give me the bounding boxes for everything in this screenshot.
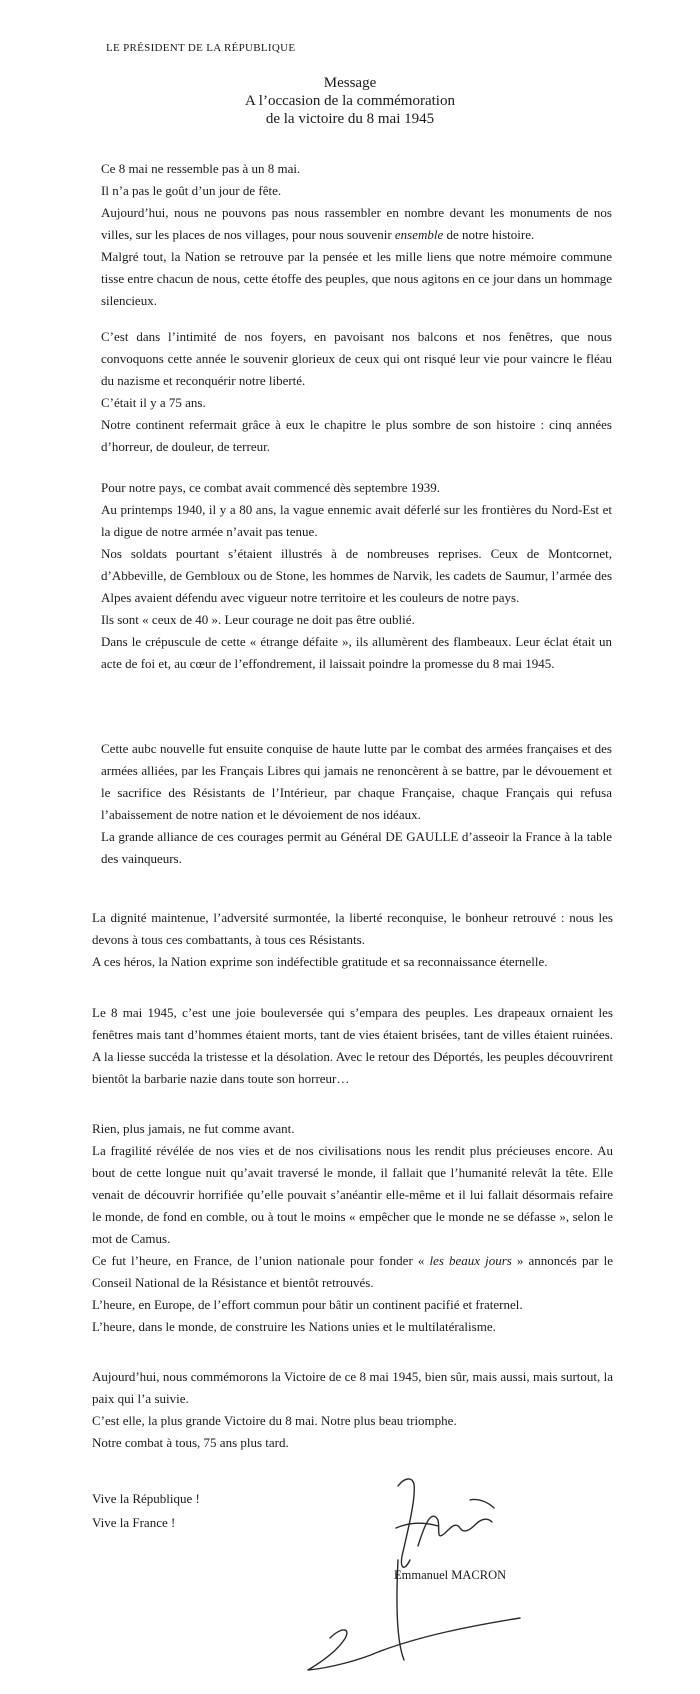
sentence: Ils sont « ceux de 40 ». Leur courage ne doit pas être oublié. <box>101 612 415 627</box>
sentence: Pour notre pays, ce combat avait commencé dès septembre 1939. <box>101 480 440 495</box>
sentence: Ce fut l’heure, en France, de l’union nationale pour fonder « les beaux jours » annoncés par le Conseil National de la Résistance et bientôt retrouvés. <box>92 1253 614 1290</box>
title-line-3: de la victoire du 8 mai 1945 <box>265 111 435 127</box>
paragraph-4 <box>101 738 612 870</box>
sentence: L’heure, dans le monde, de construire les Nations unies et le multilatéralisme. <box>92 1319 496 1334</box>
sentence: Ce 8 mai ne ressemble pas à un 8 mai. <box>101 161 301 176</box>
sentence: Il n’a pas le goût d’un jour de fête. <box>101 183 282 198</box>
sentence: C’est dans l’intimité de nos foyers, en pavoisant nos balcons et nos fenêtres, que nous convoquons cette année le souvenir glorieux de ceux qui ont risqué leur vie pour vaincre le fléau du nazisme et reconquérir notre liberté. <box>101 329 612 388</box>
sentence: La fragilité révélée de nos vies et de nos civilisations nous les rendit plus précieuses encore. Au bout de cette longue nuit qu’avait traversé le monde, il fallait que l’humanité relevât la tête. Elle venait de découvrir horrifiée qu’elle pouvait s’anéantir elle-même et il lui fallait désormais refaire le monde, de fond en comble, ou à tout le moins « empêcher que le monde ne se défasse », selon le mot de Camus. <box>92 1143 613 1246</box>
letterhead: LE PRÉSIDENT DE LA RÉPUBLIQUE <box>106 42 296 54</box>
paragraph-1 <box>101 158 612 312</box>
sentence: Cette aubc nouvelle fut ensuite conquise de haute lutte par le combat des armées françaises et des armées alliées, par les Français Libres qui jamais ne renoncèrent à se battre, par le dévouement et le sacrifice des Résistants de l’Intérieur, par chaque Française, chaque Français qui refusa l’abaissement de notre nation et le dévoiement de nos idéaux. <box>101 741 612 822</box>
sentence: C’était il y a 75 ans. <box>101 395 206 410</box>
paragraph-2 <box>101 326 612 458</box>
closing-line-1: Vive la République ! <box>92 1491 200 1506</box>
sentence: Aujourd’hui, nous ne pouvons pas nous rassembler en nombre devant les monuments de nos villes, sur les places de nos villages, pour nous souvenir ensemble de notre histoire. <box>101 205 612 242</box>
sentence: Dans le crépuscule de cette « étrange défaite », ils allumèrent des flambeaux. Leur éclat était un acte de foi et, au cœur de l’effondrement, il laissait poindre la promesse du 8 mai 1945. <box>101 634 612 671</box>
paragraph-7 <box>92 1118 613 1338</box>
paragraph-5 <box>92 907 613 973</box>
signatory-name: Emmanuel MACRON <box>394 1568 507 1582</box>
closing <box>92 1487 200 1535</box>
sentence: Malgré tout, la Nation se retrouve par la pensée et les mille liens que notre mémoire commune tisse entre chacun de nous, cette étoffe des peuples, que nous agitons en ce jour dans un hommage silencieux. <box>101 249 612 308</box>
title-line-1: Message <box>323 75 377 91</box>
closing-line-2: Vive la France ! <box>92 1515 176 1530</box>
sentence: Rien, plus jamais, ne fut comme avant. <box>92 1121 295 1136</box>
paragraph-6 <box>92 1002 613 1090</box>
emphasis: les beaux jours <box>429 1253 512 1268</box>
sentence: Au printemps 1940, il y a 80 ans, la vague ennemic avait déferlé sur les frontières du Nord-Est et la digue de notre armée n’avait pas tenue. <box>101 502 612 539</box>
emphasis: ensemble <box>394 227 444 242</box>
paragraph-8 <box>92 1366 613 1454</box>
sentence: Notre continent refermait grâce à eux le chapitre le plus sombre de son histoire : cinq années d’horreur, de douleur, de terreur. <box>101 417 612 454</box>
paragraph-3 <box>101 477 612 675</box>
sentence: Notre combat à tous, 75 ans plus tard. <box>92 1435 289 1450</box>
sentence: La dignité maintenue, l’adversité surmontée, la liberté reconquise, le bonheur retrouvé : nous les devons à tous ces combattants, à tous ces Résistants. <box>92 910 613 947</box>
sentence: A ces héros, la Nation exprime son indéfectible gratitude et sa reconnaissance éternelle. <box>92 954 548 969</box>
sentence: Aujourd’hui, nous commémorons la Victoire de ce 8 mai 1945, bien sûr, mais aussi, mais surtout, la paix qui l’a suivie. <box>92 1369 613 1406</box>
sentence: L’heure, en Europe, de l’effort commun pour bâtir un continent pacifié et fraternel. <box>92 1297 523 1312</box>
sentence: La grande alliance de ces courages permit au Général DE GAULLE d’asseoir la France à la table des vainqueurs. <box>101 829 612 866</box>
title-line-2: A l’occasion de la commémoration <box>245 93 455 109</box>
sentence: Nos soldats pourtant s’étaient illustrés à de nombreuses reprises. Ceux de Montcornet, d’Abbeville, de Gembloux ou de Stone, les hommes de Narvik, les cadets de Saumur, l’armée des Alpes avaient défendu avec vigueur notre territoire et les couleurs de notre pays. <box>101 546 612 605</box>
sentence: Le 8 mai 1945, c’est une joie bouleversée qui s’empara des peuples. Les drapeaux ornaient les fenêtres mais tant d’hommes étaient morts, tant de vies étaient brisées, tant de villes étaient ruinées. A la liesse succéda la tristesse et la désolation. Avec le retour des Déportés, les peuples découvrirent bientôt la barbarie nazie dans toute son horreur… <box>92 1005 613 1086</box>
message-title <box>0 74 700 128</box>
sentence: C’est elle, la plus grande Victoire du 8 mai. Notre plus beau triomphe. <box>92 1413 457 1428</box>
